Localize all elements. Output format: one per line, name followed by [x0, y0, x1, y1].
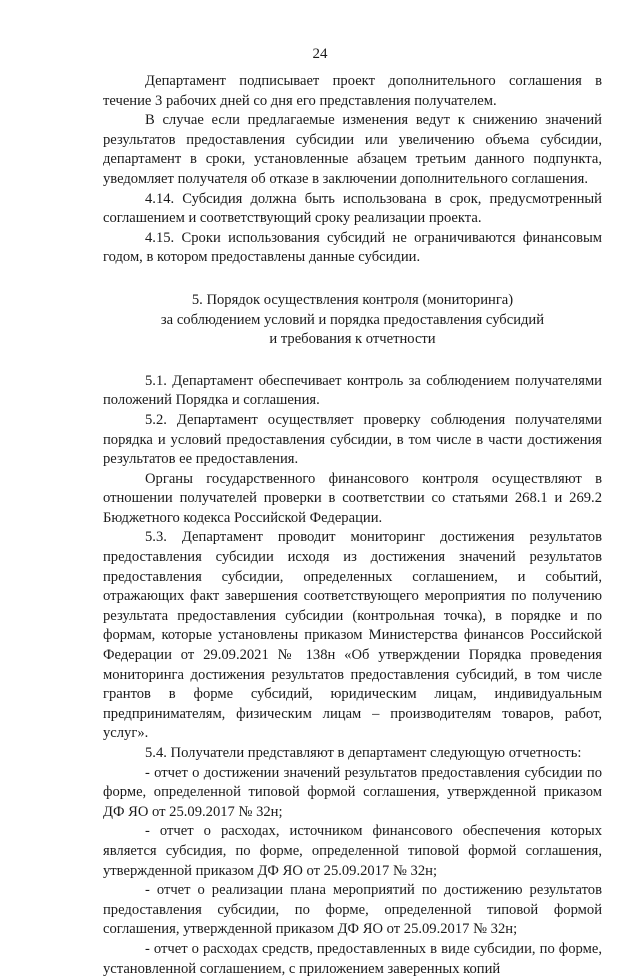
- paragraph: 5.1. Департамент обеспечивает контроль за соблюдением получателями положений Порядка и соглашения.: [103, 372, 602, 409]
- list-item: - отчет о расходах средств, предоставленных в виде субсидии, по форме, установленной соглашением, с приложением заверенных копий: [103, 940, 602, 977]
- paragraph: Органы государственного финансового контроля осуществляют в отношении получателей проверки в соответствии со статьями 268.1 и 269.2 Бюджетного кодекса Российской Федерации.: [103, 470, 602, 526]
- paragraph: 4.15. Сроки использования субсидий не ограничиваются финансовым годом, в котором предоставлены данные субсидии.: [103, 229, 602, 266]
- document-body: [103, 72, 602, 979]
- paragraph: 5.3. Департамент проводит мониторинг достижения результатов предоставления субсидии исходя из достижения значений результатов предоставления субсидии, определенных соглашением, и событий, отражающих факт завершения соответствующего мероприятия по получению результата предоставления субсидии (контрольная точка), в порядке и по формам, которые установлены приказом Министерства финансов Российской Федерации от 29.09.2021 № 138н «Об утверждении Порядка проведения мониторинга достижения результатов предоставления субсидий, в том числе грантов в форме субсидий, юридическим лицам, индивидуальным предпринимателям, физическим лицам – производителям товаров, работ, услуг».: [103, 529, 602, 742]
- paragraph: 4.14. Субсидия должна быть использована в срок, предусмотренный соглашением и соответствующий сроку реализации проекта.: [103, 190, 602, 227]
- section-heading-line: и требования к отчетности: [269, 331, 436, 348]
- section-heading-line: за соблюдением условий и порядка предоставления субсидий: [160, 311, 545, 328]
- paragraph: В случае если предлагаемые изменения ведут к снижению значений результатов предоставления субсидии или увеличению объема субсидии, департамент в сроки, установленные абзацем третьим данного подпункта, уведомляет получателя об отказе в заключении дополнительного соглашения.: [103, 112, 602, 187]
- paragraph: 5.4. Получатели представляют в департамент следующую отчетность:: [145, 745, 582, 761]
- paragraph: 5.2. Департамент осуществляет проверку соблюдения получателями порядка и условий предоставления субсидии, в том числе в части достижения результатов ее предоставления.: [103, 411, 602, 468]
- list-item: - отчет о достижении значений результатов предоставления субсидии по форме, определенной типовой формой соглашения, утвержденной приказом ДФ ЯО от 25.09.2017 № 32н;: [103, 764, 602, 820]
- paragraph: Департамент подписывает проект дополнительного соглашения в течение 3 рабочих дней со дня его представления получателем.: [103, 73, 602, 109]
- section-heading: [103, 291, 602, 350]
- list-item: - отчет о расходах, источником финансового обеспечения которых является субсидия, по форме, определенной типовой формой соглашения, утвержденной приказом ДФ ЯО от 25.09.2017 № 32н;: [103, 823, 602, 879]
- section-heading-line: 5. Порядок осуществления контроля (мониторинга): [191, 291, 514, 308]
- list-item: - отчет о реализации плана мероприятий по достижению результатов предоставления субсидии, по форме, определенной типовой формой соглашения, утвержденной приказом ДФ ЯО от 25.09.2017 № 32н;: [103, 882, 602, 938]
- page-number: 24: [312, 46, 328, 62]
